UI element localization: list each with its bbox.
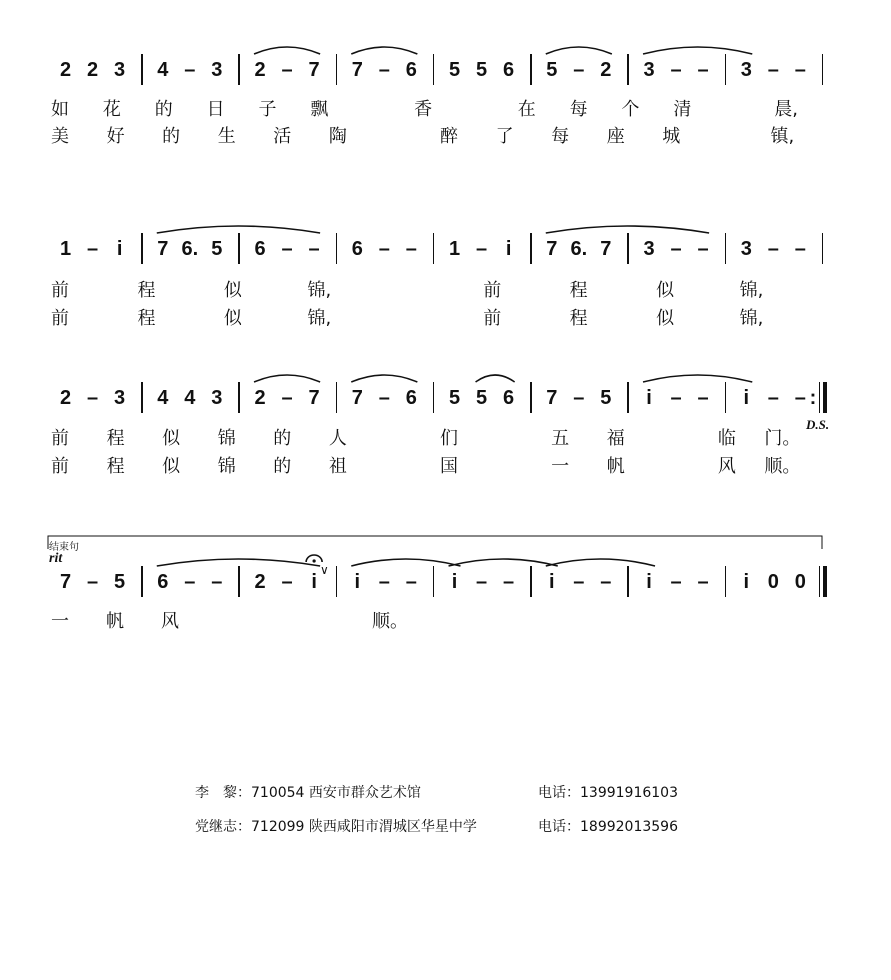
note: i	[116, 238, 123, 260]
lyric-syllable: 帆	[106, 611, 124, 632]
dash: –	[573, 571, 585, 593]
lyric-syllable: 一	[551, 456, 570, 477]
lyric-syllable: 锦,	[739, 308, 764, 329]
note: 4	[157, 59, 169, 81]
dash: –	[87, 387, 99, 409]
lyric-syllable: 在	[517, 99, 536, 120]
note: 3	[114, 387, 126, 409]
note: 2	[600, 59, 612, 81]
dash: –	[281, 59, 293, 81]
note: 5	[600, 387, 612, 409]
lyric-syllable: 锦,	[307, 308, 332, 329]
note: 6	[503, 387, 515, 409]
lyric-syllable: 城	[662, 126, 681, 147]
contact-2-phone-label: 电话：	[538, 819, 580, 835]
lyric-syllable: 晨,	[774, 99, 798, 120]
note: 6	[405, 59, 417, 81]
lyric-syllable: 风	[717, 456, 736, 477]
lyric-syllable: 程	[569, 280, 588, 301]
lyric-syllable: 的	[162, 126, 181, 147]
dash: –	[794, 387, 806, 409]
note: 3	[211, 387, 223, 409]
slur	[157, 559, 320, 566]
contact-2-name: 党继志：	[195, 819, 251, 835]
note: 4	[184, 387, 196, 409]
note: 4	[157, 387, 169, 409]
dash: –	[573, 59, 585, 81]
slur	[351, 47, 417, 54]
lyric-syllable: 程	[569, 308, 588, 329]
note: i	[505, 238, 512, 260]
slur	[643, 375, 752, 382]
note: i	[743, 387, 750, 409]
lyric-syllable: 美	[51, 126, 69, 147]
coda-label: 结束句	[49, 542, 79, 553]
lyric-syllable: 似	[656, 280, 675, 301]
lyric-syllable: 前	[51, 308, 69, 329]
contact-2-phone-number: 18992013596	[580, 819, 678, 835]
dash: –	[697, 571, 709, 593]
lyric-syllable: 的	[154, 99, 173, 120]
note: i	[548, 571, 555, 593]
dash: –	[670, 571, 682, 593]
dash: –	[281, 571, 293, 593]
dash: –	[476, 571, 488, 593]
note: 7	[308, 59, 320, 81]
rit-mark: rit	[49, 551, 63, 566]
lyric-syllable: 座	[606, 126, 625, 147]
repeat-dots: :	[809, 387, 817, 409]
dash: –	[697, 59, 709, 81]
slur	[351, 559, 460, 566]
contact-1-phone-label: 电话：	[538, 785, 580, 801]
note: 3	[740, 59, 752, 81]
note: 6.	[181, 238, 199, 260]
dash: –	[281, 238, 293, 260]
lyric-syllable: 前	[51, 428, 69, 449]
contact-1-name: 李 黎：	[195, 785, 251, 801]
lyric-syllable: 程	[137, 280, 156, 301]
lyric-syllable: 一	[51, 611, 69, 632]
breath-mark: ∨	[320, 563, 329, 577]
dash: –	[378, 59, 390, 81]
note: 6	[157, 571, 169, 593]
lyric-syllable: 镇,	[770, 126, 795, 147]
lyric-syllable: 似	[162, 456, 181, 477]
note: 5	[211, 238, 223, 260]
contact-2-phone	[538, 816, 678, 836]
lyric-syllable: 锦,	[307, 280, 332, 301]
lyric-syllable: 临	[717, 428, 736, 449]
dash: –	[87, 238, 99, 260]
note: 1	[59, 238, 72, 260]
note: 0	[767, 571, 779, 593]
lyric-syllable: 前	[51, 280, 69, 301]
ds-mark: D.S.	[806, 417, 830, 432]
lyric-syllable: 的	[273, 456, 292, 477]
lyric-syllable: 锦	[217, 456, 236, 477]
coda-bracket	[48, 536, 822, 549]
contact-1-phone-number: 13991916103	[580, 785, 678, 801]
note: 1	[448, 238, 461, 260]
lyric-syllable: 五	[551, 428, 570, 449]
lyric-syllable: 们	[440, 428, 458, 449]
note: 3	[643, 59, 655, 81]
note: 7	[546, 238, 558, 260]
dash: –	[697, 387, 709, 409]
dash: –	[211, 571, 223, 593]
dash: –	[794, 59, 806, 81]
note: 6	[405, 387, 417, 409]
dash: –	[767, 238, 779, 260]
lyric-syllable: 门。	[764, 428, 801, 449]
dash: –	[378, 387, 390, 409]
dash: –	[670, 387, 682, 409]
note: 5	[476, 59, 488, 81]
dash: –	[405, 571, 417, 593]
lyric-syllable: 程	[137, 308, 156, 329]
note: 3	[114, 59, 126, 81]
contact-2	[195, 816, 477, 836]
lyric-syllable: 陶	[328, 126, 347, 147]
lyric-syllable: 飘	[310, 99, 329, 120]
lyric-syllable: 个	[621, 99, 640, 120]
dash: –	[503, 571, 515, 593]
note: 2	[87, 59, 99, 81]
lyric-syllable: 前	[51, 456, 69, 477]
dash: –	[767, 387, 779, 409]
dash: –	[405, 238, 417, 260]
lyric-syllable: 程	[106, 428, 125, 449]
dash: –	[670, 59, 682, 81]
note: i	[646, 571, 652, 593]
dash: –	[184, 571, 196, 593]
note: 5	[114, 571, 126, 593]
note: i	[354, 571, 361, 593]
contact-2-postcode: 712099	[251, 819, 305, 835]
contact-1-postcode: 710054	[251, 785, 305, 801]
note: 2	[59, 387, 72, 409]
note: 2	[59, 59, 72, 81]
lyric-syllable: 帆	[606, 456, 625, 477]
lyric-syllable: 活	[273, 126, 292, 147]
dash: –	[281, 387, 293, 409]
note: 7	[59, 571, 72, 593]
dash: –	[476, 238, 488, 260]
note: i	[451, 571, 458, 593]
lyric-syllable: 日	[206, 99, 225, 120]
lyric-syllable: 如	[51, 99, 69, 120]
note: i	[743, 571, 750, 593]
contact-1-phone	[538, 782, 678, 802]
note: 7	[600, 238, 612, 260]
dash: –	[670, 238, 682, 260]
note: 7	[351, 387, 363, 409]
note: 6	[254, 238, 266, 260]
dash: –	[184, 59, 196, 81]
lyric-syllable: 香	[414, 99, 433, 120]
slur	[643, 47, 752, 54]
note: i	[646, 387, 652, 409]
lyric-syllable: 生	[217, 126, 236, 147]
note: 7	[546, 387, 558, 409]
lyric-syllable: 顺。	[764, 456, 801, 477]
slur	[351, 375, 417, 382]
lyric-syllable: 锦	[217, 428, 236, 449]
note: 7	[157, 238, 169, 260]
lyric-syllable: 每	[569, 99, 588, 120]
lyric-syllable: 顺。	[372, 611, 408, 632]
dash: –	[767, 59, 779, 81]
dash: –	[600, 571, 612, 593]
lyric-syllable: 人	[328, 428, 347, 449]
note: 5	[476, 387, 488, 409]
note: 3	[740, 238, 752, 260]
slur	[476, 375, 515, 382]
slur	[254, 47, 320, 54]
note: 6	[503, 59, 515, 81]
lyric-syllable: 了	[495, 126, 514, 147]
dash: –	[308, 238, 320, 260]
contact-1-address: 西安市群众艺术馆	[308, 785, 421, 801]
lyric-syllable: 似	[162, 428, 181, 449]
slur	[546, 47, 612, 54]
slur	[546, 226, 709, 233]
dash: –	[573, 387, 585, 409]
slur	[449, 559, 558, 566]
lyric-syllable: 清	[673, 99, 692, 120]
fermata-dot	[313, 559, 316, 562]
lyric-syllable: 醉	[440, 126, 458, 147]
lyric-syllable: 福	[606, 428, 625, 449]
lyric-syllable: 的	[273, 428, 292, 449]
note: 7	[308, 387, 320, 409]
lyric-syllable: 锦,	[739, 280, 764, 301]
dash: –	[87, 571, 99, 593]
lyric-syllable: 国	[440, 456, 458, 477]
contact-1	[195, 782, 421, 802]
lyric-syllable: 每	[551, 126, 570, 147]
lyric-syllable: 似	[223, 280, 242, 301]
lyric-syllable: 花	[102, 99, 121, 120]
lyric-syllable: 风	[161, 611, 179, 632]
note: 7	[351, 59, 363, 81]
note: 6.	[570, 238, 588, 260]
contact-2-address: 陕西咸阳市渭城区华星中学	[308, 819, 477, 835]
note: 0	[794, 571, 806, 593]
note: 5	[448, 59, 461, 81]
dash: –	[378, 571, 390, 593]
note: i	[311, 571, 317, 593]
dash: –	[794, 238, 806, 260]
slur	[254, 375, 320, 382]
lyric-syllable: 子	[258, 99, 277, 120]
slur	[157, 226, 320, 233]
lyric-syllable: 似	[656, 308, 675, 329]
note: 2	[254, 59, 266, 81]
dash: –	[378, 238, 390, 260]
lyric-syllable: 程	[106, 456, 125, 477]
note: 3	[643, 238, 655, 260]
slur	[546, 559, 655, 566]
lyric-syllable: 前	[483, 308, 502, 329]
lyric-syllable: 好	[106, 126, 125, 147]
note: 6	[351, 238, 363, 260]
note: 5	[448, 387, 461, 409]
note: 2	[254, 387, 266, 409]
note: 2	[254, 571, 266, 593]
note: 5	[546, 59, 558, 81]
lyric-syllable: 祖	[328, 456, 347, 477]
lyric-syllable: 似	[223, 308, 242, 329]
note: 3	[211, 59, 223, 81]
dash: –	[697, 238, 709, 260]
lyric-syllable: 前	[483, 280, 502, 301]
